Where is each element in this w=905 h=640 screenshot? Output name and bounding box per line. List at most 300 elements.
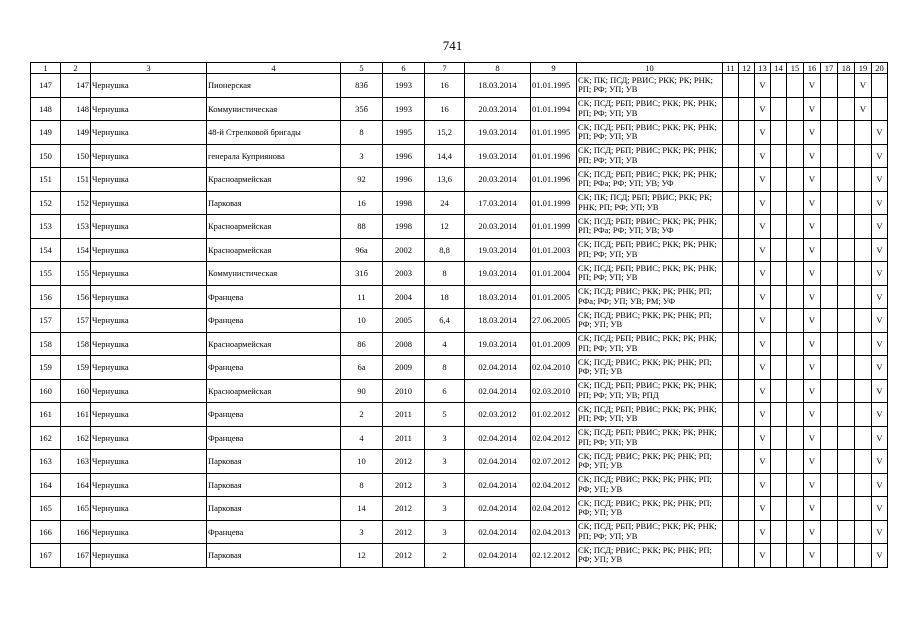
table-cell-col-20 [872,97,888,121]
table-cell-col-18 [838,121,855,145]
table-cell-col-16: V [804,144,821,168]
table-cell-col-1: 158 [31,332,61,356]
table-cell-col-17 [821,379,838,403]
table-cell-col-18 [838,215,855,239]
table-cell-col-14 [771,309,787,333]
table-cell-col-1: 151 [31,168,61,192]
table-cell-col-16: V [804,332,821,356]
column-header-8: 8 [465,63,531,74]
table-cell-col-11 [723,74,739,98]
table-cell-col-1: 154 [31,238,61,262]
page-number: 741 [442,38,463,53]
table-cell-col-5: 8 [341,121,383,145]
table-cell-col-2: 166 [61,520,91,544]
table-cell-col-20: V [872,473,888,497]
column-header-2: 2 [61,63,91,74]
table-cell-col-17 [821,426,838,450]
table-cell-col-10: СК; ПСД; РВИС; РКК; РК; РНК; РП; РФ; УП; УВ [577,473,723,497]
table-cell-col-8: 20.03.2014 [465,215,531,239]
table-cell-col-12 [739,215,755,239]
table-cell-col-1: 163 [31,450,61,474]
table-cell-col-4: Парковая [207,544,341,568]
table-cell-col-13: V [755,238,771,262]
table-cell-col-13: V [755,168,771,192]
table-row [31,356,888,380]
table-cell-col-14 [771,426,787,450]
table-cell-col-3: Чернушка [91,497,207,521]
table-cell-col-14 [771,144,787,168]
table-cell-col-8: 19.03.2014 [465,262,531,286]
table-cell-col-11 [723,121,739,145]
table-cell-col-8: 19.03.2014 [465,332,531,356]
table-cell-col-19 [855,520,872,544]
table-cell-col-5: 83б [341,74,383,98]
table-cell-col-3: Чернушка [91,520,207,544]
table-cell-col-10: СК; ПСД; РВИС; РКК; РК; РНК; РП; РФа; РФ; УП; УВ; РМ; УФ [577,285,723,309]
table-cell-col-7: 3 [425,497,465,521]
table-cell-col-6: 2010 [383,379,425,403]
table-cell-col-18 [838,191,855,215]
table-cell-col-19 [855,379,872,403]
table-cell-col-17 [821,450,838,474]
table-cell-col-9: 01.01.1995 [531,74,577,98]
table-cell-col-20: V [872,497,888,521]
table-row [31,285,888,309]
column-header-17: 17 [821,63,838,74]
table-cell-col-19 [855,356,872,380]
table-cell-col-10: СК; ПСД; РБП; РВИС; РКК; РК; РНК; РП; РФ; УП; УВ [577,426,723,450]
table-cell-col-20: V [872,379,888,403]
table-cell-col-12 [739,497,755,521]
table-cell-col-12 [739,191,755,215]
table-cell-col-5: 90 [341,379,383,403]
table-cell-col-12 [739,285,755,309]
table-cell-col-20: V [872,121,888,145]
table-row [31,403,888,427]
table-cell-col-4: Парковая [207,473,341,497]
table-cell-col-13: V [755,332,771,356]
table-cell-col-10: СК; ПСД; РВИС; РКК; РК; РНК; РП; РФ; УП; УВ [577,450,723,474]
table-cell-col-8: 20.03.2014 [465,168,531,192]
table-cell-col-14 [771,74,787,98]
table-cell-col-15 [787,215,804,239]
table-row [31,144,888,168]
table-cell-col-12 [739,262,755,286]
table-cell-col-2: 164 [61,473,91,497]
table-cell-col-1: 156 [31,285,61,309]
table-cell-col-2: 153 [61,215,91,239]
table-cell-col-9: 01.01.1994 [531,97,577,121]
table-cell-col-17 [821,144,838,168]
table-cell-col-7: 6,4 [425,309,465,333]
table-cell-col-15 [787,450,804,474]
table-cell-col-3: Чернушка [91,403,207,427]
table-cell-col-4: Красноармейская [207,379,341,403]
table-cell-col-12 [739,426,755,450]
table-cell-col-3: Чернушка [91,450,207,474]
table-cell-col-16: V [804,473,821,497]
table-cell-col-1: 153 [31,215,61,239]
table-cell-col-1: 159 [31,356,61,380]
table-cell-col-10: СК; ПСД; РВИС; РКК; РК; РНК; РП; РФ; УП; УВ [577,356,723,380]
table-cell-col-13: V [755,403,771,427]
table-cell-col-8: 19.03.2014 [465,238,531,262]
table-cell-col-15 [787,544,804,568]
table-cell-col-11 [723,238,739,262]
table-cell-col-7: 24 [425,191,465,215]
table-cell-col-17 [821,97,838,121]
table-cell-col-3: Чернушка [91,544,207,568]
table-cell-col-19 [855,262,872,286]
table-cell-col-16: V [804,450,821,474]
table-cell-col-7: 16 [425,74,465,98]
table-cell-col-1: 152 [31,191,61,215]
table-cell-col-9: 02.12.2012 [531,544,577,568]
table-cell-col-5: 86 [341,332,383,356]
table-cell-col-5: 31б [341,262,383,286]
table-cell-col-13: V [755,215,771,239]
table-cell-col-16: V [804,215,821,239]
table-cell-col-14 [771,544,787,568]
table-cell-col-19 [855,309,872,333]
table-cell-col-7: 4 [425,332,465,356]
table-cell-col-10: СК; ПСД; РБП; РВИС; РКК; РК; РНК; РП; РФ; УП; УВ [577,121,723,145]
table-cell-col-13: V [755,497,771,521]
table-cell-col-10: СК; ПК; ПСД; РБП; РВИС; РКК; РК; РНК; РП; РФ; УП; УВ [577,191,723,215]
table-cell-col-14 [771,520,787,544]
table-cell-col-2: 165 [61,497,91,521]
table-row [31,426,888,450]
table-cell-col-18 [838,356,855,380]
table-cell-col-5: 3 [341,520,383,544]
table-cell-col-15 [787,168,804,192]
table-cell-col-15 [787,473,804,497]
table-cell-col-17 [821,497,838,521]
table-cell-col-6: 1996 [383,168,425,192]
table-cell-col-10: СК; ПСД; РВИС; РКК; РК; РНК; РП; РФ; УП; УВ [577,309,723,333]
table-cell-col-12 [739,520,755,544]
table-cell-col-10: СК; ПСД; РБП; РВИС; РКК; РК; РНК; РП; РФа; РФ; УП; УВ; УФ [577,215,723,239]
table-cell-col-8: 02.04.2014 [465,497,531,521]
table-cell-col-19 [855,403,872,427]
table-cell-col-10: СК; ПСД; РВИС; РКК; РК; РНК; РП; РФ; УП; УВ [577,497,723,521]
table-cell-col-4: Францева [207,426,341,450]
table-cell-col-15 [787,309,804,333]
table-cell-col-16: V [804,285,821,309]
table-cell-col-9: 01.01.1999 [531,191,577,215]
table-cell-col-19 [855,168,872,192]
table-cell-col-14 [771,215,787,239]
table-cell-col-2: 163 [61,450,91,474]
table-cell-col-19 [855,238,872,262]
column-header-1: 1 [31,63,61,74]
table-cell-col-13: V [755,74,771,98]
table-cell-col-2: 155 [61,262,91,286]
table-cell-col-16: V [804,426,821,450]
table-cell-col-20: V [872,238,888,262]
table-cell-col-11 [723,285,739,309]
table-cell-col-3: Чернушка [91,191,207,215]
table-cell-col-1: 167 [31,544,61,568]
table-cell-col-18 [838,97,855,121]
table-cell-col-5: 35б [341,97,383,121]
table-cell-col-13: V [755,309,771,333]
table-cell-col-8: 02.04.2014 [465,520,531,544]
table-row [31,473,888,497]
header-row [31,63,888,74]
table-cell-col-13: V [755,426,771,450]
column-header-12: 12 [739,63,755,74]
table-cell-col-20: V [872,215,888,239]
table-cell-col-11 [723,356,739,380]
table-cell-col-7: 6 [425,379,465,403]
table-cell-col-2: 157 [61,309,91,333]
table-cell-col-13: V [755,356,771,380]
table-cell-col-3: Чернушка [91,215,207,239]
table-cell-col-12 [739,144,755,168]
table-cell-col-11 [723,144,739,168]
column-header-5: 5 [341,63,383,74]
table-cell-col-1: 160 [31,379,61,403]
table-row [31,309,888,333]
table-cell-col-9: 01.01.1999 [531,215,577,239]
table-cell-col-10: СК; ПК; ПСД; РВИС; РКК; РК; РНК; РП; РФ; УП; УВ [577,74,723,98]
table-cell-col-8: 18.03.2014 [465,74,531,98]
table-cell-col-20: V [872,332,888,356]
table-cell-col-7: 18 [425,285,465,309]
table-cell-col-12 [739,97,755,121]
table-row [31,215,888,239]
table-cell-col-1: 162 [31,426,61,450]
column-header-6: 6 [383,63,425,74]
table-cell-col-11 [723,97,739,121]
table-cell-col-15 [787,191,804,215]
table-cell-col-18 [838,262,855,286]
table-cell-col-9: 02.04.2012 [531,426,577,450]
table-cell-col-1: 149 [31,121,61,145]
table-cell-col-17 [821,121,838,145]
table-cell-col-7: 15,2 [425,121,465,145]
table-cell-col-17 [821,215,838,239]
table-cell-col-7: 16 [425,97,465,121]
table-cell-col-1: 147 [31,74,61,98]
table-row [31,238,888,262]
table-cell-col-6: 2012 [383,544,425,568]
table-cell-col-15 [787,332,804,356]
table-cell-col-4: 48-й Стрелковой бригады [207,121,341,145]
table-cell-col-9: 01.01.2009 [531,332,577,356]
table-cell-col-9: 27.06.2005 [531,309,577,333]
column-header-16: 16 [804,63,821,74]
table-cell-col-18 [838,426,855,450]
table-cell-col-19 [855,497,872,521]
table-cell-col-15 [787,144,804,168]
table-cell-col-12 [739,450,755,474]
table-row [31,520,888,544]
table-cell-col-11 [723,215,739,239]
table-cell-col-7: 3 [425,473,465,497]
table-cell-col-7: 8,8 [425,238,465,262]
table-cell-col-4: Парковая [207,191,341,215]
table-cell-col-2: 150 [61,144,91,168]
table-cell-col-13: V [755,121,771,145]
table-cell-col-18 [838,379,855,403]
table-cell-col-17 [821,262,838,286]
table-cell-col-2: 147 [61,74,91,98]
table-cell-col-16: V [804,74,821,98]
table-cell-col-6: 2004 [383,285,425,309]
table-cell-col-19 [855,191,872,215]
table-cell-col-14 [771,403,787,427]
table-cell-col-8: 17.03.2014 [465,191,531,215]
table-cell-col-6: 1993 [383,74,425,98]
table-cell-col-15 [787,379,804,403]
table-cell-col-18 [838,403,855,427]
table-cell-col-7: 3 [425,426,465,450]
table-cell-col-10: СК; ПСД; РБП; РВИС; РКК; РК; РНК; РП; РФ; УП; УВ [577,97,723,121]
table-cell-col-10: СК; ПСД; РБП; РВИС; РКК; РК; РНК; РП; РФ; УП; УВ [577,262,723,286]
table-cell-col-8: 02.04.2014 [465,544,531,568]
table-cell-col-12 [739,121,755,145]
table-cell-col-16: V [804,309,821,333]
table-cell-col-9: 01.02.2012 [531,403,577,427]
table-cell-col-5: 10 [341,309,383,333]
table-cell-col-9: 02.03.2010 [531,379,577,403]
table-cell-col-19: V [855,97,872,121]
table-row [31,168,888,192]
table-cell-col-15 [787,426,804,450]
table-cell-col-5: 14 [341,497,383,521]
table-cell-col-17 [821,238,838,262]
table-cell-col-17 [821,309,838,333]
table-cell-col-20: V [872,520,888,544]
table-cell-col-11 [723,309,739,333]
table-cell-col-8: 02.04.2014 [465,379,531,403]
table-cell-col-19 [855,426,872,450]
table-cell-col-14 [771,121,787,145]
table-cell-col-9: 01.01.1996 [531,144,577,168]
table-cell-col-3: Чернушка [91,309,207,333]
table-cell-col-18 [838,74,855,98]
table-cell-col-18 [838,285,855,309]
table-cell-col-7: 12 [425,215,465,239]
table-cell-col-5: 4 [341,426,383,450]
table-cell-col-18 [838,332,855,356]
table-cell-col-3: Чернушка [91,144,207,168]
table-cell-col-4: генерала Куприянова [207,144,341,168]
table-cell-col-8: 20.03.2014 [465,97,531,121]
table-row [31,74,888,98]
table-cell-col-4: Францева [207,285,341,309]
column-header-10: 10 [577,63,723,74]
table-cell-col-6: 2003 [383,262,425,286]
table-cell-col-6: 1996 [383,144,425,168]
table-cell-col-4: Красноармейская [207,332,341,356]
table-cell-col-4: Красноармейская [207,238,341,262]
column-header-19: 19 [855,63,872,74]
table-cell-col-14 [771,332,787,356]
table-cell-col-14 [771,238,787,262]
table-cell-col-20: V [872,544,888,568]
table-cell-col-3: Чернушка [91,238,207,262]
table-cell-col-6: 2009 [383,356,425,380]
table-cell-col-15 [787,97,804,121]
table-row [31,191,888,215]
table-cell-col-20: V [872,285,888,309]
table-cell-col-16: V [804,191,821,215]
table-cell-col-6: 2008 [383,332,425,356]
column-header-13: 13 [755,63,771,74]
table-cell-col-16: V [804,544,821,568]
table-cell-col-10: СК; ПСД; РБП; РВИС; РКК; РК; РНК; РП; РФ; УП; УВ [577,332,723,356]
table-cell-col-17 [821,168,838,192]
table-cell-col-15 [787,356,804,380]
table-cell-col-15 [787,497,804,521]
table-cell-col-20: V [872,191,888,215]
table-cell-col-19 [855,332,872,356]
column-header-9: 9 [531,63,577,74]
column-header-7: 7 [425,63,465,74]
table-cell-col-8: 02.03.2012 [465,403,531,427]
table-cell-col-17 [821,74,838,98]
table-cell-col-13: V [755,450,771,474]
table-cell-col-9: 01.01.2003 [531,238,577,262]
table-cell-col-12 [739,168,755,192]
table-cell-col-11 [723,262,739,286]
table-cell-col-12 [739,403,755,427]
table-cell-col-6: 1998 [383,215,425,239]
table-cell-col-7: 3 [425,520,465,544]
table-cell-col-1: 166 [31,520,61,544]
table-cell-col-14 [771,497,787,521]
table-cell-col-13: V [755,285,771,309]
table-cell-col-2: 161 [61,403,91,427]
table-cell-col-17 [821,191,838,215]
table-row [31,97,888,121]
table-cell-col-13: V [755,520,771,544]
table-cell-col-1: 165 [31,497,61,521]
table-cell-col-15 [787,238,804,262]
table-cell-col-17 [821,332,838,356]
table-row [31,332,888,356]
table-cell-col-3: Чернушка [91,473,207,497]
table-cell-col-13: V [755,544,771,568]
table-cell-col-1: 150 [31,144,61,168]
table-cell-col-12 [739,238,755,262]
table-row [31,450,888,474]
table-cell-col-4: Францева [207,309,341,333]
table-cell-col-7: 8 [425,356,465,380]
column-header-15: 15 [787,63,804,74]
table-cell-col-11 [723,473,739,497]
table-cell-col-18 [838,450,855,474]
table-cell-col-10: СК; ПСД; РБП; РВИС; РКК; РК; РНК; РП; РФ; УП; УВ [577,238,723,262]
table-cell-col-10: СК; ПСД; РБП; РВИС; РКК; РК; РНК; РП; РФ; УП; УВ [577,144,723,168]
table-cell-col-11 [723,379,739,403]
table-cell-col-16: V [804,379,821,403]
table-cell-col-5: 88 [341,215,383,239]
table-cell-col-3: Чернушка [91,121,207,145]
table-cell-col-11 [723,168,739,192]
table-cell-col-15 [787,262,804,286]
table-cell-col-9: 01.01.2004 [531,262,577,286]
table-cell-col-18 [838,473,855,497]
table-row [31,121,888,145]
table-cell-col-6: 2012 [383,520,425,544]
table-cell-col-1: 164 [31,473,61,497]
table-cell-col-6: 1993 [383,97,425,121]
table-row [31,262,888,286]
